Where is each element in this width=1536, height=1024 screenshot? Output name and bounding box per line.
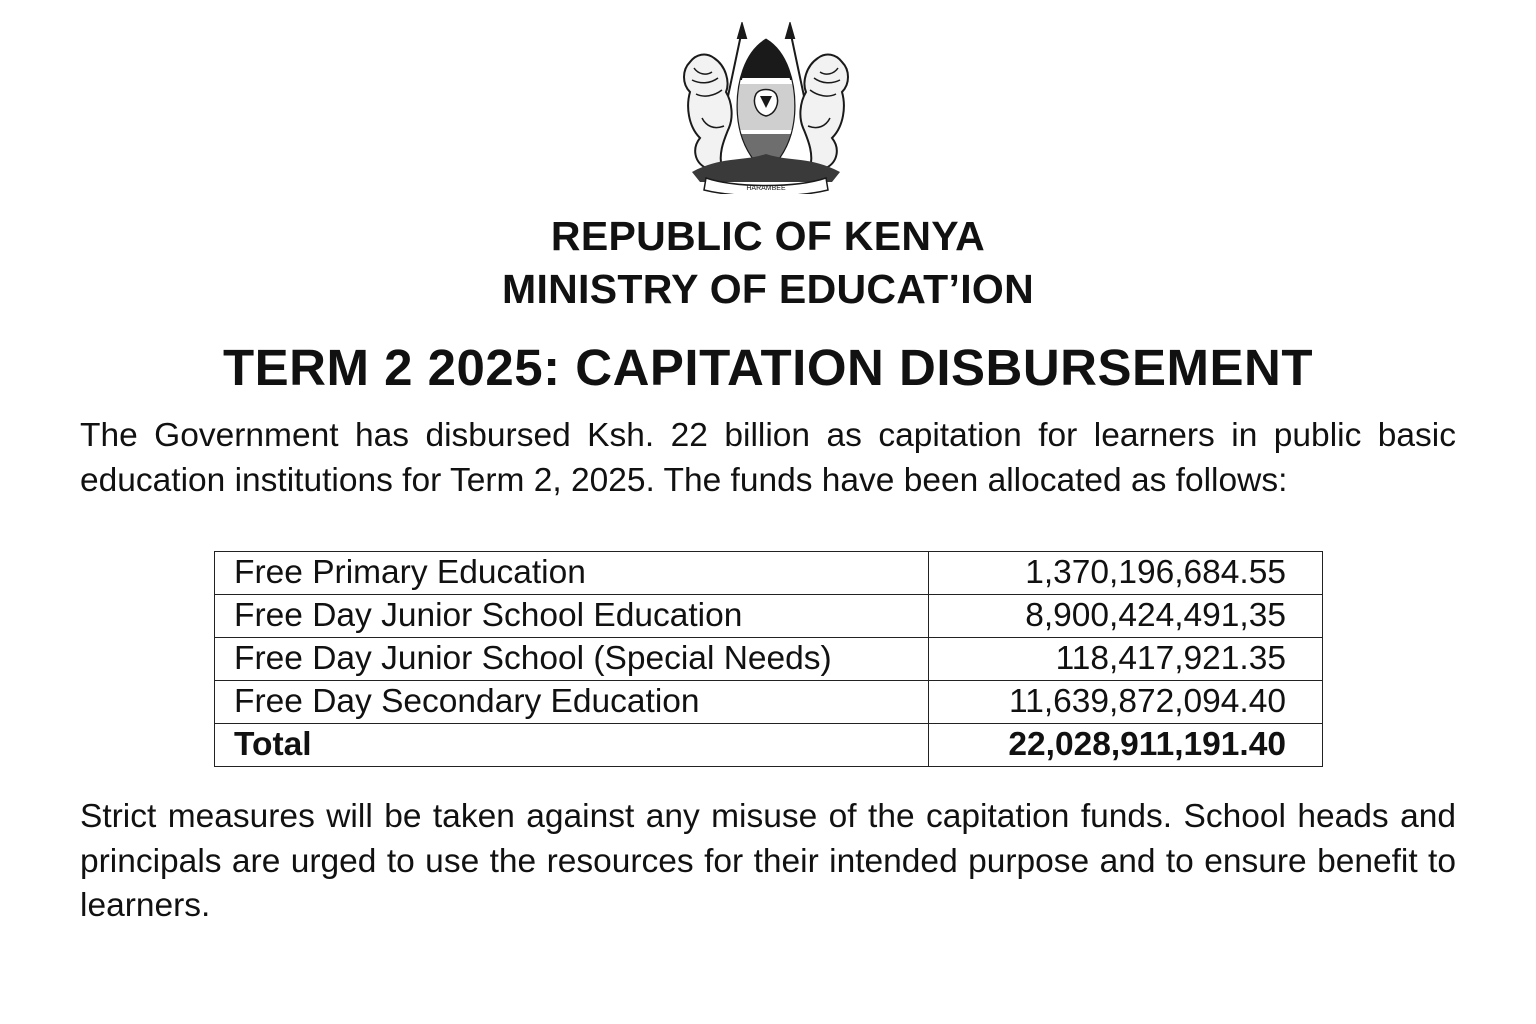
allocation-label: Free Day Secondary Education bbox=[215, 681, 929, 724]
emblem-motto: HARAMBEE bbox=[746, 185, 786, 192]
warning-paragraph: Strict measures will be taken against any misuse of the capitation funds. School heads and principals are urged to use the resources for their intended purpose and to ensure benefit to learners. bbox=[80, 798, 1456, 924]
ministry-heading: MINISTRY OF EDUCAT’ION bbox=[501, 266, 1034, 312]
table-row bbox=[215, 552, 1323, 595]
allocation-amount: 8,900,424,491,35 bbox=[929, 595, 1323, 638]
kenya-coat-of-arms-emblem bbox=[672, 22, 860, 194]
allocation-label: Free Day Junior School Education bbox=[215, 595, 929, 638]
table-row bbox=[215, 681, 1323, 724]
total-row bbox=[215, 724, 1323, 767]
intro-paragraph: The Government has disbursed Ksh. 22 billion as capitation for learners in public basic education institutions for Term 2, 2025. The funds have been allocated as follows: bbox=[80, 417, 1456, 499]
allocation-label: Free Primary Education bbox=[215, 552, 929, 595]
allocation-amount: 1,370,196,684.55 bbox=[929, 552, 1323, 595]
document-title: TERM 2 2025: CAPITATION DISBURSEMENT bbox=[222, 339, 1314, 396]
allocation-label: Free Day Junior School (Special Needs) bbox=[215, 638, 929, 681]
table-row bbox=[215, 638, 1323, 681]
allocation-amount: 11,639,872,094.40 bbox=[929, 681, 1323, 724]
allocation-amount: 118,417,921.35 bbox=[929, 638, 1323, 681]
total-amount: 22,028,911,191.40 bbox=[929, 724, 1323, 767]
country-heading: REPUBLIC OF KENYA bbox=[550, 213, 986, 259]
letterhead bbox=[0, 210, 1536, 316]
table-row bbox=[215, 595, 1323, 638]
total-label: Total bbox=[215, 724, 929, 767]
allocation-table bbox=[214, 551, 1323, 767]
